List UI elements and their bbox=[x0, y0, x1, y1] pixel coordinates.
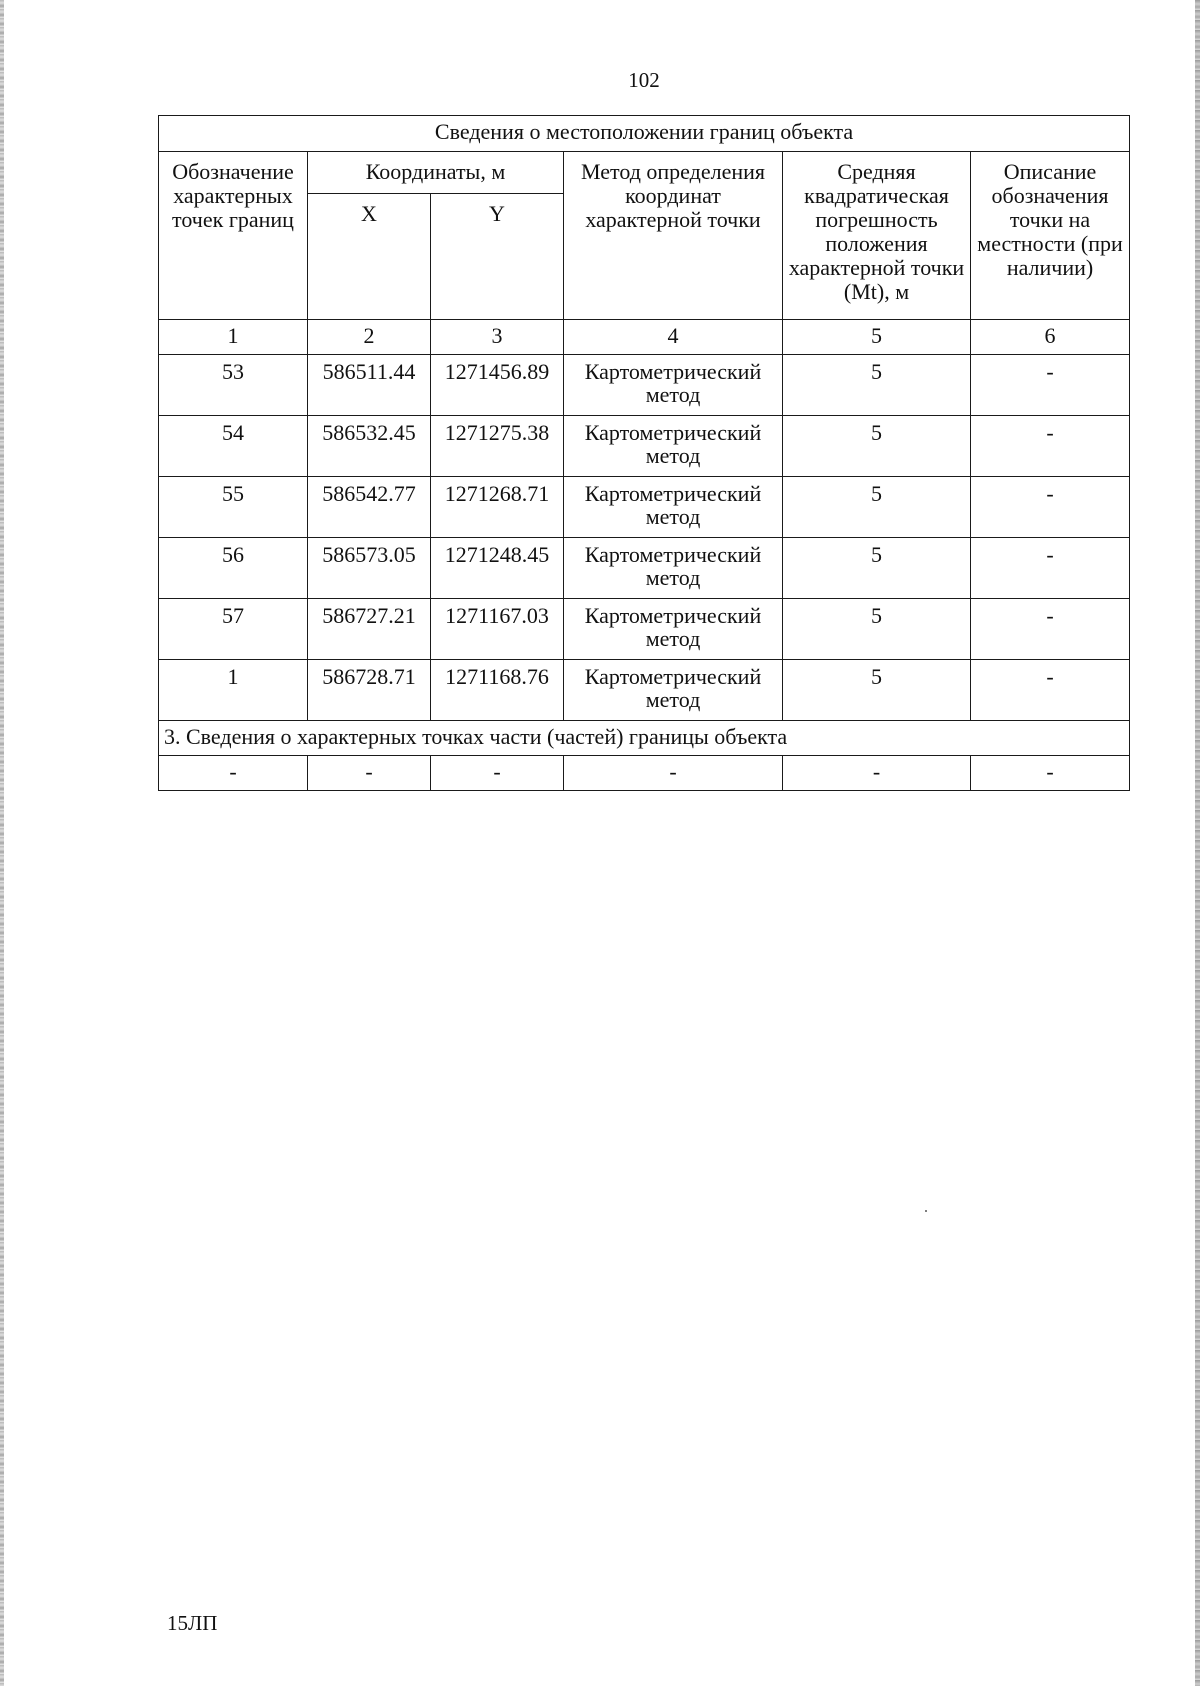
column-number: 3 bbox=[431, 320, 564, 355]
section-3-cell: - bbox=[971, 756, 1130, 791]
cell-point: 1 bbox=[159, 660, 308, 721]
footer-code: 15ЛП bbox=[167, 1611, 218, 1635]
cell-method: Картометрический метод bbox=[564, 538, 783, 599]
column-number: 1 bbox=[159, 320, 308, 355]
cell-point: 54 bbox=[159, 416, 308, 477]
cell-x: 586728.71 bbox=[308, 660, 431, 721]
cell-point: 55 bbox=[159, 477, 308, 538]
column-number-row bbox=[159, 320, 1130, 355]
cell-description: - bbox=[971, 660, 1130, 721]
cell-method: Картометрический метод bbox=[564, 599, 783, 660]
table-row bbox=[159, 416, 1130, 477]
section-3-cell: - bbox=[308, 756, 431, 791]
page-number: 102 bbox=[628, 68, 660, 92]
section-3-title: 3. Сведения о характерных точках части (частей) границы объекта bbox=[159, 721, 1130, 756]
header-designation: Обозначение характерных точек границ bbox=[159, 152, 308, 320]
cell-error: 5 bbox=[783, 599, 971, 660]
scan-edge-left bbox=[0, 0, 4, 1686]
cell-description: - bbox=[971, 355, 1130, 416]
section-3-cell: - bbox=[564, 756, 783, 791]
cell-error: 5 bbox=[783, 355, 971, 416]
table-row bbox=[159, 538, 1130, 599]
table-row bbox=[159, 355, 1130, 416]
table-row bbox=[159, 477, 1130, 538]
section-3-cell: - bbox=[783, 756, 971, 791]
cell-method: Картометрический метод bbox=[564, 416, 783, 477]
cell-x: 586727.21 bbox=[308, 599, 431, 660]
column-number: 6 bbox=[971, 320, 1130, 355]
table-title: Сведения о местоположении границ объекта bbox=[159, 116, 1130, 152]
header-y: Y bbox=[431, 194, 564, 320]
boundary-coordinates-table bbox=[158, 115, 1130, 791]
header-x: X bbox=[308, 194, 431, 320]
cell-description: - bbox=[971, 416, 1130, 477]
column-number: 2 bbox=[308, 320, 431, 355]
cell-y: 1271167.03 bbox=[431, 599, 564, 660]
table-row bbox=[159, 599, 1130, 660]
cell-method: Картометрический метод bbox=[564, 477, 783, 538]
header-method: Метод определения координат характерной точки bbox=[564, 152, 783, 320]
header-error: Средняя квадратическая погрешность положения характерной точки (Mt), м bbox=[783, 152, 971, 320]
cell-description: - bbox=[971, 477, 1130, 538]
cell-method: Картометрический метод bbox=[564, 355, 783, 416]
cell-point: 56 bbox=[159, 538, 308, 599]
cell-x: 586542.77 bbox=[308, 477, 431, 538]
scan-edge-right bbox=[1195, 0, 1200, 1686]
cell-description: - bbox=[971, 599, 1130, 660]
cell-y: 1271456.89 bbox=[431, 355, 564, 416]
cell-y: 1271168.76 bbox=[431, 660, 564, 721]
section-3-cell: - bbox=[431, 756, 564, 791]
cell-point: 57 bbox=[159, 599, 308, 660]
header-coordinates: Координаты, м bbox=[308, 152, 564, 194]
cell-y: 1271248.45 bbox=[431, 538, 564, 599]
cell-error: 5 bbox=[783, 416, 971, 477]
scan-speck bbox=[925, 1210, 927, 1212]
cell-y: 1271268.71 bbox=[431, 477, 564, 538]
cell-description: - bbox=[971, 538, 1130, 599]
cell-method: Картометрический метод bbox=[564, 660, 783, 721]
section-3-cell: - bbox=[159, 756, 308, 791]
section-3-row bbox=[159, 756, 1130, 791]
cell-error: 5 bbox=[783, 538, 971, 599]
table-row bbox=[159, 660, 1130, 721]
header-description: Описание обозначения точки на местности (при наличии) bbox=[971, 152, 1130, 320]
column-number: 4 bbox=[564, 320, 783, 355]
cell-x: 586532.45 bbox=[308, 416, 431, 477]
cell-point: 53 bbox=[159, 355, 308, 416]
cell-error: 5 bbox=[783, 477, 971, 538]
cell-error: 5 bbox=[783, 660, 971, 721]
cell-x: 586573.05 bbox=[308, 538, 431, 599]
column-number: 5 bbox=[783, 320, 971, 355]
cell-x: 586511.44 bbox=[308, 355, 431, 416]
cell-y: 1271275.38 bbox=[431, 416, 564, 477]
